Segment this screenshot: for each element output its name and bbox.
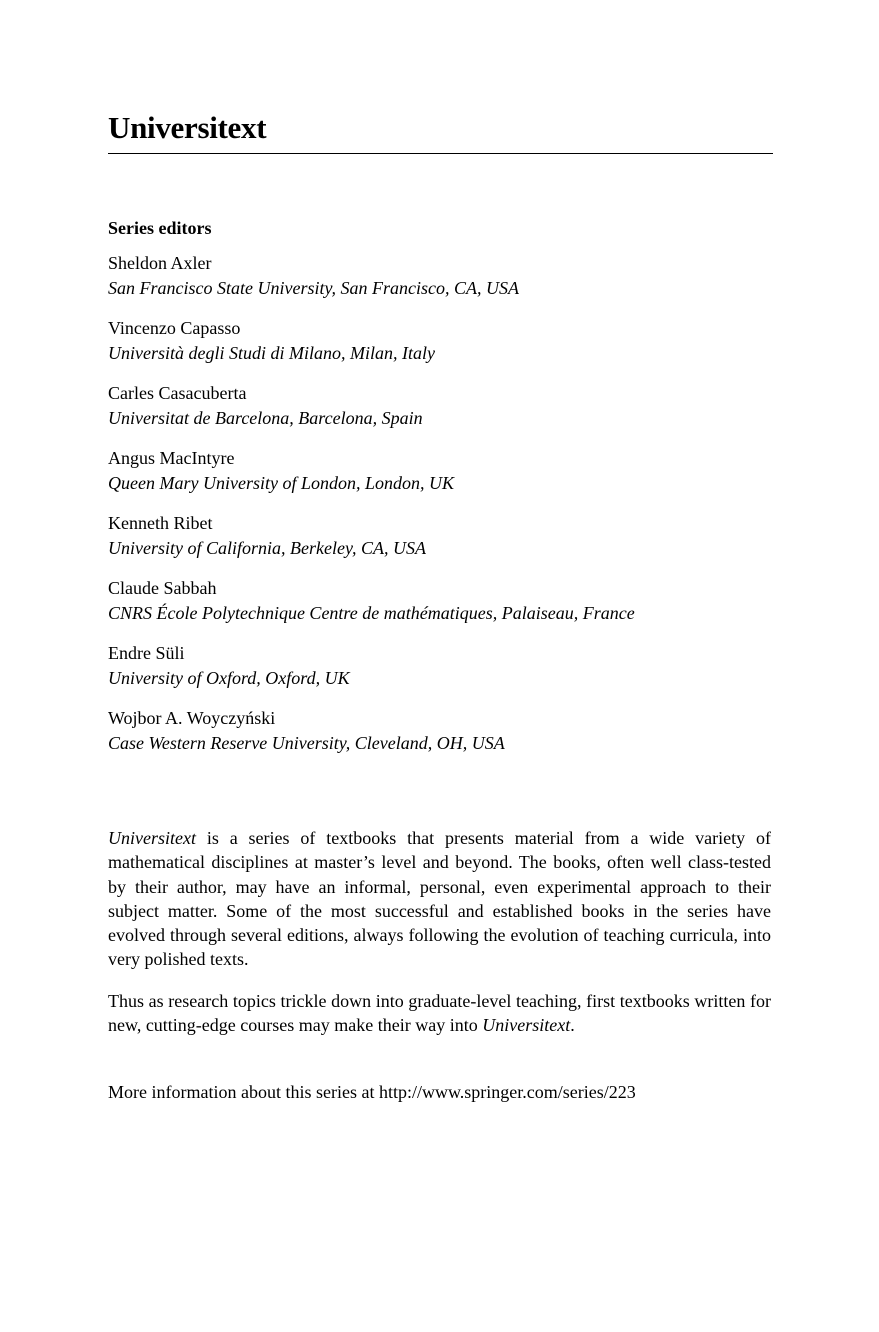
editor-affiliation: CNRS École Polytechnique Centre de mathématiques, Palaiseau, France [108, 602, 635, 623]
series-description [108, 826, 771, 1054]
sentence-end: . [570, 1015, 575, 1036]
editor-name: Wojbor A. Woyczyński [108, 708, 276, 728]
description-text: Thus as research topics trickle down into graduate-level teaching, first textbooks written for new, cutting-edge courses may make their way into [108, 990, 771, 1036]
editor-list [108, 251, 773, 771]
editor-name: Vincenzo Capasso [108, 318, 241, 338]
description-paragraph [108, 989, 771, 1038]
editor-affiliation: San Francisco State University, San Francisco, CA, USA [108, 277, 519, 298]
editor-name: Sheldon Axler [108, 253, 212, 273]
series-name-italic: Universitext [482, 1015, 571, 1036]
editor-affiliation: Università degli Studi di Milano, Milan, Italy [108, 342, 435, 363]
series-url-link[interactable]: http://www.springer.com/series/223 [378, 1082, 636, 1102]
editor-entry [108, 511, 773, 576]
editor-affiliation: Universitat de Barcelona, Barcelona, Spain [108, 407, 423, 428]
editor-affiliation: University of Oxford, Oxford, UK [108, 667, 350, 688]
description-text: is a series of textbooks that presents material from a wide variety of mathematical disciplines at master’s level and beyond. The books, often well class-tested by their author, may have an informal, personal, even experimental approach to their subject matter. Some of the most successful and established books in the series have evolved through several editions, always following the evolution of teaching curricula, into very polished texts. [108, 828, 771, 970]
editor-entry [108, 251, 773, 316]
editor-name: Angus MacIntyre [108, 448, 235, 468]
editor-entry [108, 706, 773, 771]
editor-affiliation: Queen Mary University of London, London, UK [108, 472, 454, 493]
editor-affiliation: Case Western Reserve University, Cleveland, OH, USA [108, 732, 505, 753]
series-name-italic: Universitext [108, 828, 196, 848]
series-title: Universitext [108, 110, 267, 145]
more-info-prefix: More information about this series at [108, 1082, 379, 1102]
editor-name: Endre Süli [108, 643, 185, 663]
editor-entry [108, 576, 773, 641]
editor-entry [108, 381, 773, 446]
editor-name: Kenneth Ribet [108, 513, 213, 533]
editors-heading: Series editors [108, 218, 212, 238]
editor-name: Carles Casacuberta [108, 383, 247, 403]
editor-entry [108, 641, 773, 706]
editor-entry [108, 316, 773, 381]
editor-name: Claude Sabbah [108, 578, 217, 598]
description-paragraph [108, 826, 771, 972]
title-rule [108, 153, 773, 154]
editor-affiliation: University of California, Berkeley, CA, USA [108, 537, 426, 558]
editor-entry [108, 446, 773, 511]
more-info-line [108, 1080, 636, 1104]
